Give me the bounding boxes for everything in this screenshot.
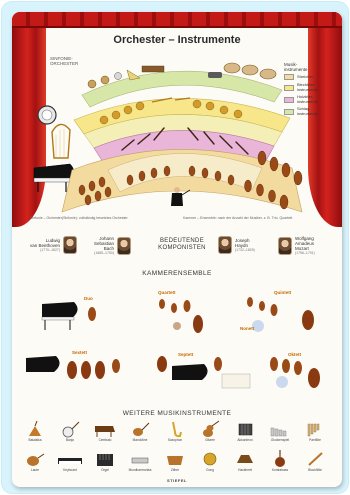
legend-label: Blechblas- instrumente bbox=[297, 82, 318, 92]
instrument-laute bbox=[18, 450, 52, 476]
instrument-label: Laute bbox=[31, 468, 39, 472]
instrument-glockenspiel bbox=[263, 420, 297, 446]
composer-haydn bbox=[218, 236, 255, 254]
balalaika-icon bbox=[25, 420, 45, 438]
poster-title: Orchester – Instrumente bbox=[113, 34, 241, 46]
composer-dates: (1756–1791) bbox=[295, 251, 315, 255]
further-instruments-heading: WEITERE MUSIKINSTRUMENTE bbox=[122, 410, 232, 417]
composers-section bbox=[12, 234, 342, 270]
instrument-hackbrett bbox=[228, 450, 262, 476]
accordion-icon bbox=[235, 420, 255, 438]
ensembles-illustration bbox=[12, 274, 342, 404]
composers-heading: BEDEUTENDE KOMPONISTEN bbox=[158, 238, 206, 251]
ensemble-label-duo: Duo bbox=[84, 296, 93, 301]
keyboard-icon bbox=[57, 450, 83, 468]
composer-dates: (1685–1750) bbox=[94, 251, 115, 255]
legend-label: Holzblas- instrumente bbox=[297, 94, 318, 104]
harp-icon bbox=[52, 124, 70, 158]
guitar-icon bbox=[200, 420, 220, 438]
instrument-saxophon bbox=[158, 420, 192, 446]
composer-name: Joseph Haydn bbox=[235, 238, 250, 248]
double-bass-icon bbox=[270, 450, 290, 468]
instrument-label: Keyboard bbox=[63, 468, 77, 472]
ensemble-quintett bbox=[247, 297, 314, 332]
gong-icon bbox=[200, 450, 220, 468]
instrument-kontrabass bbox=[263, 450, 297, 476]
instrument-gitarre bbox=[193, 420, 227, 446]
composer-name: Wolfgang Amadeus Mozart bbox=[295, 236, 315, 251]
composer-dates: (1770–1827) bbox=[40, 248, 61, 252]
chamber-ensembles bbox=[12, 274, 342, 394]
composer-mozart bbox=[278, 236, 315, 255]
ensemble-sextett bbox=[26, 356, 120, 379]
composer-name: Ludwig van Beethoven bbox=[30, 238, 61, 248]
panflute-icon bbox=[305, 420, 325, 438]
composer-portrait bbox=[117, 237, 131, 255]
instrument-label: Cembalo bbox=[98, 438, 112, 442]
poster-card bbox=[2, 2, 348, 493]
composer-portrait bbox=[278, 237, 292, 255]
instrument-panfloete bbox=[298, 420, 332, 446]
ensemble-label-oktett: Oktett bbox=[288, 352, 302, 357]
instrument-keyboard bbox=[53, 450, 87, 476]
orchestra-poster bbox=[12, 12, 342, 487]
recorder-icon bbox=[305, 450, 325, 468]
instrument-label: Glockenspiel bbox=[270, 438, 290, 442]
timpani-icon bbox=[224, 63, 240, 73]
composer-dates: (1732–1809) bbox=[235, 248, 255, 252]
instrument-label: Kontrabass bbox=[271, 468, 289, 472]
lute-icon bbox=[25, 450, 45, 468]
instrument-label: Banjo bbox=[65, 438, 75, 442]
instrument-gong bbox=[193, 450, 227, 476]
instrument-label: Panflöte bbox=[309, 438, 321, 442]
instrument-label: Zither bbox=[170, 468, 180, 472]
instrument-cembalo bbox=[88, 420, 122, 446]
instrument-label: Mundharmonika bbox=[128, 468, 152, 472]
composer-portrait bbox=[63, 236, 77, 254]
composer-portrait bbox=[218, 236, 232, 254]
legend-title: Musik- instrumente bbox=[284, 62, 308, 72]
instrument-zither bbox=[158, 450, 192, 476]
stage-valance bbox=[12, 12, 342, 28]
harmonica-icon bbox=[129, 450, 151, 468]
ensemble-duo bbox=[42, 302, 96, 330]
instrument-label: Orgel bbox=[101, 468, 109, 472]
instrument-orgel bbox=[88, 450, 122, 476]
orchestra-seating-plan bbox=[12, 40, 342, 225]
orchestra-type-label: SINFONIE- ORCHESTER bbox=[50, 56, 79, 66]
instrument-banjo bbox=[53, 420, 87, 446]
ensemble-oktett bbox=[270, 357, 320, 388]
instrument-label: Balalaika bbox=[28, 438, 42, 442]
instrument-label: Mandoline bbox=[132, 438, 148, 442]
caption-kammer: Kammer – Ensemble: nach der Anzahl der Musiker, z. B. Trio, Quartett. bbox=[183, 216, 294, 220]
harpsichord-icon bbox=[93, 420, 117, 438]
composer-beethoven bbox=[30, 236, 77, 254]
instrument-label: Gong bbox=[206, 468, 214, 472]
zither-icon bbox=[164, 450, 186, 468]
instrument-label: Akkordeon bbox=[237, 438, 253, 442]
glockenspiel-icon bbox=[269, 420, 291, 438]
saxophone-icon bbox=[165, 420, 185, 438]
instrument-mandoline bbox=[123, 420, 157, 446]
publisher-logo: STIEFEL bbox=[167, 478, 187, 483]
caption-sinfonie: Sinfonie – Orchester(Sinfonie): vollständig besetztes Orchester. bbox=[30, 216, 129, 220]
ensemble-label-quintett: Quintett bbox=[274, 290, 292, 295]
ensemble-label-septett: Septett bbox=[178, 352, 194, 357]
instrument-label: Hackbrett bbox=[238, 468, 252, 472]
legend-label: Schlag- instrumente bbox=[297, 106, 318, 116]
ensemble-septett bbox=[157, 356, 250, 388]
ensemble-quartett bbox=[159, 299, 203, 333]
instrument-label: Gitarre bbox=[205, 438, 215, 442]
instrument-label: Saxophon bbox=[167, 438, 183, 442]
stage-captions bbox=[30, 216, 330, 220]
instrument-mundharmonika bbox=[123, 450, 157, 476]
dulcimer-icon bbox=[234, 450, 256, 468]
instrument-akkordeon bbox=[228, 420, 262, 446]
instrument-balalaika bbox=[18, 420, 52, 446]
kammerensemble-heading: KAMMERENSEMBLE bbox=[142, 270, 212, 277]
banjo-icon bbox=[60, 420, 80, 438]
ensemble-label-sextett: Sextett bbox=[72, 350, 88, 355]
composer-name: Johann Sebastian Bach bbox=[94, 236, 115, 251]
instrument-blockfloete bbox=[298, 450, 332, 476]
composer-bach bbox=[94, 236, 131, 255]
instrument-label: Blockflöte bbox=[308, 468, 322, 472]
organ-icon bbox=[94, 450, 116, 468]
ensemble-label-quartett: Quartett bbox=[158, 290, 176, 295]
legend-label: Streicher bbox=[297, 73, 314, 79]
further-instruments-grid bbox=[18, 420, 336, 482]
ensemble-label-nonett: Nonett bbox=[240, 326, 255, 331]
mandolin-icon bbox=[130, 420, 150, 438]
